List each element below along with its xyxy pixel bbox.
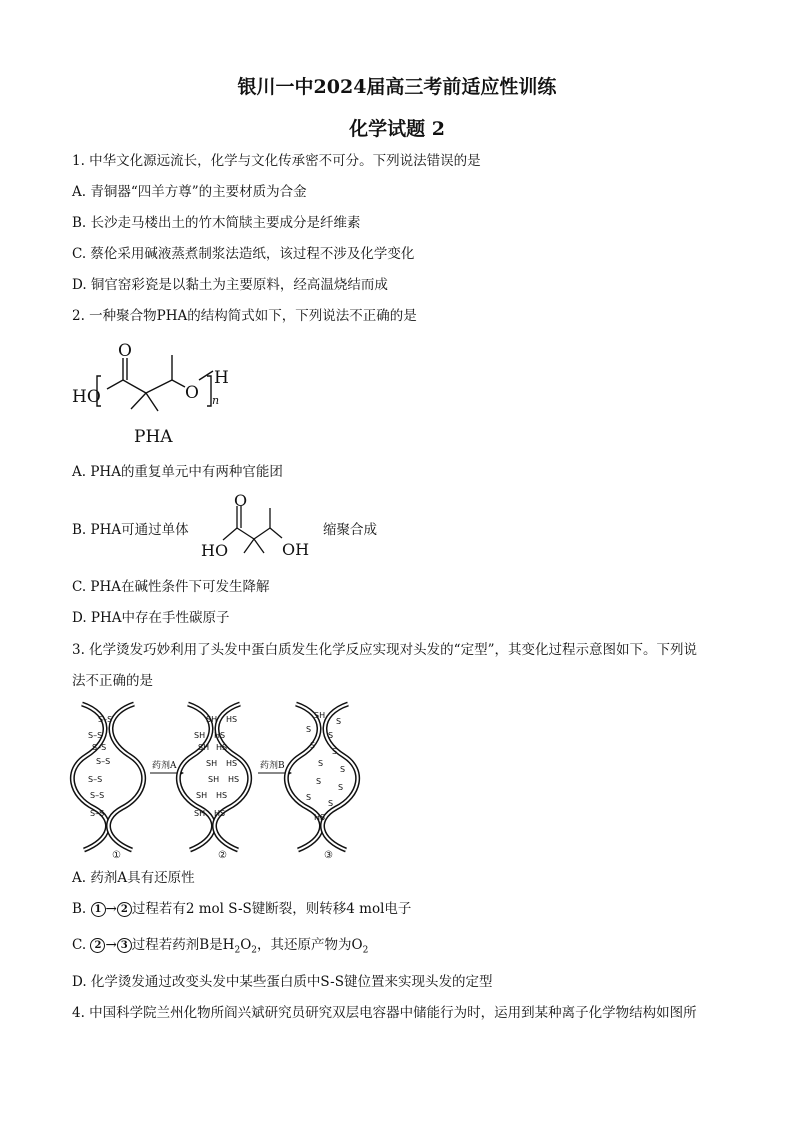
q2-option-c: C. PHA在碱性条件下可发生降解 [72,579,270,595]
ss-bond: S–S [96,757,111,766]
hs-group: HS [214,731,226,740]
q3-option-c-text2: ，其还原产物为O [257,937,363,953]
q3-option-c [72,936,368,960]
s-atom: S [332,747,338,756]
subscript: 2 [362,945,369,956]
s-atom: S [306,725,312,734]
ss-bond: S–S [90,809,105,818]
pha-h-label: H [214,368,229,388]
s-atom: S [338,783,344,792]
sh-group: SH [206,759,218,768]
q1-option-b: B. 长沙走马楼出土的竹木简牍主要成分是纤维素 [72,215,361,231]
s-atom: S [328,731,334,740]
subscript: 2 [234,945,241,956]
ss-bond: S–S [92,743,107,752]
hs-group: HS [216,791,228,800]
arrow-glyph: → [105,937,117,953]
sh-group: SH [314,711,326,720]
s-atom: S [310,741,316,750]
sh-group: SH [196,791,208,800]
ss-bond: S–S [88,775,103,784]
pha-name-label: PHA [134,427,173,447]
q2-option-d: D. PHA中存在手性碳原子 [72,610,230,626]
q2-option-b-suffix: 缩聚合成 [323,522,377,538]
hs-group: HS [226,715,238,724]
s-atom: S [336,717,342,726]
helix-3 [286,704,357,861]
s-atom: S [340,765,346,774]
s-atom: S [306,793,312,802]
page-subtitle: 化学试题 2 [349,118,445,140]
agent-a-label: 药剂A [152,761,177,771]
hs-group: HS [216,743,228,752]
sh-group: SH [208,775,220,784]
circled-number-2: 2 [117,902,132,917]
q2-stem: 2. 一种聚合物PHA的结构简式如下，下列说法不正确的是 [72,308,417,324]
q1-option-d: D. 铜官窑彩瓷是以黏土为主要原料，经高温烧结而成 [72,277,388,293]
ss-bond: S–S [90,791,105,800]
q3-option-c-text: 过程若药剂B是H [131,937,235,953]
pha-n-label: n [212,394,220,407]
sh-group: SH [194,809,206,818]
sh-group: SH [194,731,206,740]
pha-ether-o-label: O [185,383,199,403]
subscript: 2 [251,945,257,956]
hs-group: HS [228,775,240,784]
q3-stem-line1: 3. 化学烫发巧妙利用了头发中蛋白质发生化学反应实现对头发的“定型”，其变化过程示意图如下。下列说 [72,642,697,658]
sh-group: SH [198,743,210,752]
ss-bond: S–S [98,715,113,724]
monomer-structure-diagram [198,490,318,564]
hs-group: HS [214,809,226,818]
ss-bond: S–S [88,731,103,740]
agent-b-label: 药剂B [260,761,285,771]
pha-ho-label: HO [72,387,101,407]
monomer-o-label: O [234,491,248,510]
arrow-glyph: → [105,901,117,917]
page-title: 银川一中2024届高三考前适应性训练 [237,76,557,98]
q3-option-d: D. 化学烫发通过改变头发中某些蛋白质中S-S键位置来实现头发的定型 [72,974,493,990]
q1-option-a: A. 青铜器“四羊方尊”的主要材质为合金 [72,184,307,200]
sh-group: SH [206,715,218,724]
hair-perm-diagram [66,698,386,864]
circled-number-3: 3 [117,938,132,953]
oxygen-symbol: O [240,937,252,953]
monomer-oh-label: OH [282,540,310,559]
s-atom: S [318,759,324,768]
q1-option-c: C. 蔡伦采用碱液蒸煮制浆法造纸，该过程不涉及化学变化 [72,246,415,262]
circled-number-1: 1 [91,902,106,917]
figure-label-1: ① [112,850,121,861]
helix-2 [178,704,249,861]
q2-option-b-prefix: B. PHA可通过单体 [72,522,189,538]
pha-carbonyl-o-label: O [118,341,132,361]
q2-option-a: A. PHA的重复单元中有两种官能团 [72,464,283,480]
hs-group: HS [226,759,238,768]
q3-option-b-prefix: B. [72,901,91,917]
circled-number-2: 2 [90,938,105,953]
q3-stem-line2: 法不正确的是 [72,673,153,689]
q1-stem: 1. 中华文化源远流长，化学与文化传承密不可分。下列说法错误的是 [72,153,481,169]
q3-option-c-prefix: C. [72,937,91,953]
hs-group: HS [314,813,326,822]
figure-label-2: ② [218,850,227,861]
monomer-ho-label: HO [201,541,229,560]
s-atom: S [328,799,334,808]
pha-structure-diagram [68,336,248,448]
helix-1 [72,704,143,861]
q4-stem: 4. 中国科学院兰州化物所阎兴斌研究员研究双层电容器中储能行为时，运用到某种离子化学物结构如图所 [72,1005,697,1021]
q3-option-b-text: 过程若有2 mol S-S键断裂，则转移4 mol电子 [131,901,412,917]
q3-option-a: A. 药剂A具有还原性 [72,870,195,886]
q3-option-b [72,900,411,918]
s-atom: S [316,777,322,786]
figure-label-3: ③ [324,850,333,861]
